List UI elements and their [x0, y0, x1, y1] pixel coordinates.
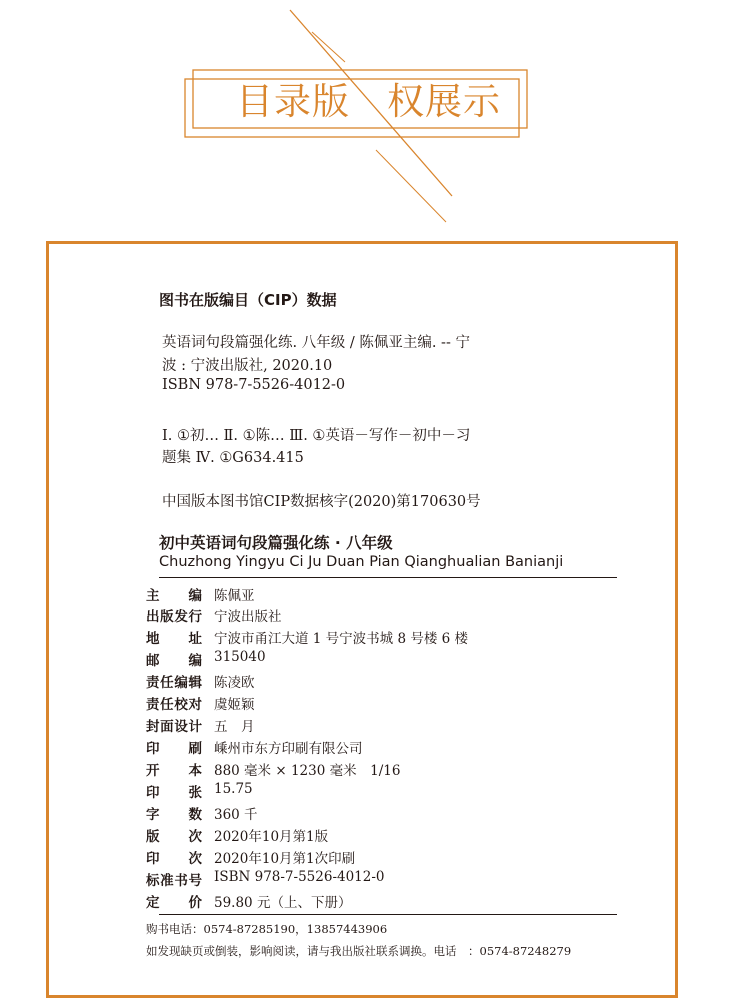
info-label-printer: 印刷 — [146, 741, 202, 757]
info-label-address: 地址 — [146, 631, 202, 647]
info-value-isbn: ISBN 978-7-5526-4012-0 — [214, 869, 385, 885]
info-label-price: 定价 — [146, 895, 202, 911]
info-value-edition: 2020年10月第1版 — [214, 829, 329, 845]
info-label-word-count: 字数 — [146, 807, 202, 823]
cip-line-isbn: ISBN 978-7-5526-4012-0 — [162, 377, 346, 393]
info-label-format: 开本 — [146, 763, 202, 779]
banner-title-right: 权展示 — [387, 80, 501, 123]
info-label-edition: 版次 — [146, 829, 202, 845]
info-value-responsible-editor: 陈凌欧 — [214, 675, 255, 691]
info-label-isbn: 标准书号 — [146, 873, 202, 889]
info-label-impression: 印次 — [146, 851, 202, 867]
info-label-sheets: 印张 — [146, 785, 202, 801]
info-label-editor: 主编 — [146, 588, 202, 604]
info-value-format: 880 毫米 × 1230 毫米 1/16 — [214, 763, 401, 779]
info-value-address: 宁波市甬江大道 1 号宁波书城 8 号楼 6 楼 — [214, 631, 469, 647]
title-rule — [159, 577, 617, 578]
info-label-proofreader: 责任校对 — [146, 697, 202, 713]
banner-title — [222, 72, 522, 132]
info-value-proofreader: 虞姬颖 — [214, 697, 255, 713]
info-value-cover-design: 五 月 — [214, 719, 255, 735]
info-value-sheets: 15.75 — [214, 781, 253, 797]
info-value-word-count: 360 千 — [214, 807, 258, 823]
cip-line-subject: Ⅰ. ①初… Ⅱ. ①陈… Ⅲ. ①英语－写作－初中－习 — [162, 428, 471, 444]
banner-diagonal-short-bottom — [376, 150, 446, 222]
book-title-pinyin: Chuzhong Yingyu Ci Ju Duan Pian Qianghualian Banianji — [159, 554, 564, 570]
info-value-postcode: 315040 — [214, 649, 266, 665]
info-label-cover-design: 封面设计 — [146, 719, 202, 735]
info-value-impression: 2020年10月第1次印刷 — [214, 851, 356, 867]
banner-title-left: 目录版 — [236, 80, 350, 123]
info-value-editor: 陈佩亚 — [214, 588, 255, 604]
info-value-publisher: 宁波出版社 — [214, 609, 282, 625]
info-label-postcode: 邮编 — [146, 653, 202, 669]
purchase-phone: 购书电话：0574-87285190，13857443906 — [146, 922, 388, 936]
book-title-chinese: 初中英语词句段篇强化练 · 八年级 — [159, 534, 393, 552]
footer-rule — [159, 914, 617, 915]
exchange-notice: 如发现缺页或倒装，影响阅读，请与我出版社联系调换。电话 ：0574-87248279 — [146, 944, 572, 958]
cip-line-record-number: 中国版本图书馆CIP数据核字(2020)第170630号 — [162, 494, 481, 510]
banner-diagonal-short-top — [312, 32, 345, 62]
info-label-publisher: 出版发行 — [146, 609, 202, 625]
cip-line-title: 英语词句段篇强化练. 八年级 / 陈佩亚主编. -- 宁 — [162, 335, 470, 351]
cip-heading: 图书在版编目（CIP）数据 — [159, 291, 337, 309]
cip-line-publisher: 波 : 宁波出版社, 2020.10 — [162, 358, 333, 374]
info-value-printer: 嵊州市东方印刷有限公司 — [214, 741, 363, 757]
cip-line-classification: 题集 Ⅳ. ①G634.415 — [162, 450, 304, 466]
info-value-price: 59.80 元（上、下册） — [214, 895, 352, 911]
info-label-responsible-editor: 责任编辑 — [146, 675, 202, 691]
